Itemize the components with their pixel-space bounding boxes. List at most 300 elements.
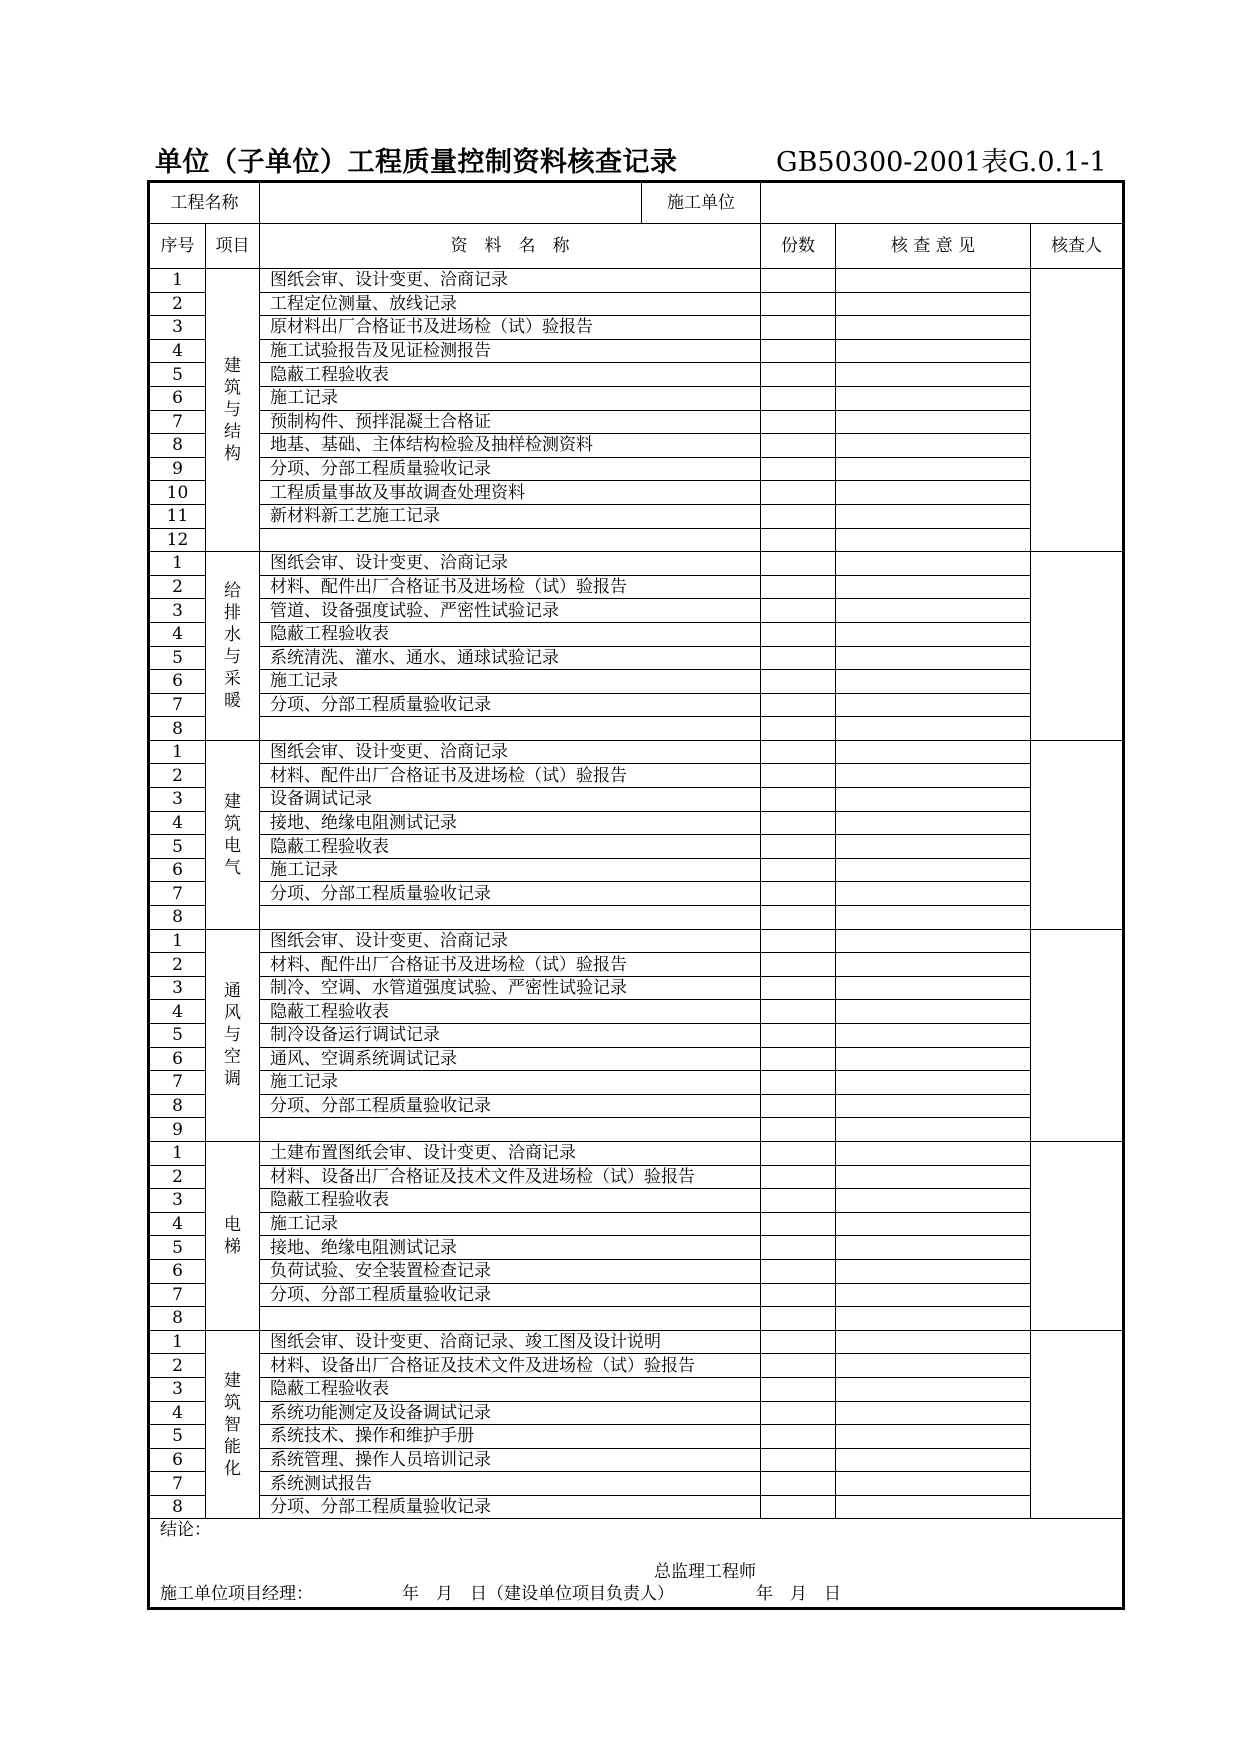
copies-field[interactable] (761, 882, 836, 906)
opinion-field[interactable] (836, 1212, 1031, 1236)
row-number: 12 (149, 528, 206, 552)
document-name: 接地、绝缘电阻测试记录 (260, 1236, 761, 1260)
document-name: 系统测试报告 (260, 1472, 761, 1496)
table-row (149, 575, 1124, 599)
copies-field[interactable] (761, 835, 836, 859)
row-number: 4 (149, 339, 206, 363)
row-number: 2 (149, 292, 206, 316)
document-name: 图纸会审、设计变更、洽商记录 (260, 740, 761, 764)
copies-field[interactable] (761, 906, 836, 930)
table-row (149, 1377, 1124, 1401)
table-row (149, 929, 1124, 953)
copies-field[interactable] (761, 1000, 836, 1024)
table-row (149, 457, 1124, 481)
row-number: 3 (149, 1377, 206, 1401)
document-name: 预制构件、预拌混凝土合格证 (260, 410, 761, 434)
row-number: 4 (149, 622, 206, 646)
copies-field[interactable] (761, 1094, 836, 1118)
contractor-label-text: 施工单位 (667, 193, 735, 213)
project-info-row (149, 182, 1124, 224)
row-number: 7 (149, 693, 206, 717)
opinion-field[interactable] (836, 1236, 1031, 1260)
table-row (149, 339, 1124, 363)
opinion-field[interactable] (836, 1354, 1031, 1378)
row-number: 9 (149, 457, 206, 481)
document-name: 材料、设备出厂合格证及技术文件及进场检（试）验报告 (260, 1165, 761, 1189)
table-row (149, 1448, 1124, 1472)
opinion-field[interactable] (836, 339, 1031, 363)
document-name: 隐蔽工程验收表 (260, 1377, 761, 1401)
opinion-field[interactable] (836, 504, 1031, 528)
category-label: 电梯 (206, 1141, 260, 1330)
row-number: 7 (149, 410, 206, 434)
inspection-table (147, 180, 1125, 1610)
copies-field[interactable] (761, 1330, 836, 1354)
copies-field[interactable] (761, 1307, 836, 1331)
opinion-field[interactable] (836, 882, 1031, 906)
opinion-field[interactable] (836, 1047, 1031, 1071)
row-number: 5 (149, 1425, 206, 1449)
opinion-field[interactable] (836, 1118, 1031, 1142)
document-name: 隐蔽工程验收表 (260, 1189, 761, 1213)
document-name (260, 528, 761, 552)
copies-field[interactable] (761, 316, 836, 340)
category-label: 通风与空调 (206, 929, 260, 1141)
table-row (149, 410, 1124, 434)
row-number: 3 (149, 1189, 206, 1213)
copies-field[interactable] (761, 1495, 836, 1519)
row-number: 4 (149, 1000, 206, 1024)
checker-field[interactable] (1031, 1330, 1124, 1519)
table-row (149, 1000, 1124, 1024)
document-name: 系统技术、操作和维护手册 (260, 1425, 761, 1449)
opinion-field[interactable] (836, 386, 1031, 410)
category-label: 给排水与采暖 (206, 552, 260, 741)
document-name: 分项、分部工程质量验收记录 (260, 882, 761, 906)
table-row (149, 434, 1124, 458)
conclusion-block[interactable] (149, 1519, 1124, 1609)
row-number: 8 (149, 906, 206, 930)
document-name: 材料、配件出厂合格证书及进场检（试）验报告 (260, 764, 761, 788)
pm-label: 施工单位项目经理： (160, 1584, 313, 1605)
copies-field[interactable] (761, 764, 836, 788)
copies-field[interactable] (761, 504, 836, 528)
opinion-field[interactable] (836, 1472, 1031, 1496)
opinion-field[interactable] (836, 1259, 1031, 1283)
row-number: 8 (149, 1094, 206, 1118)
document-name: 隐蔽工程验收表 (260, 622, 761, 646)
row-number: 3 (149, 788, 206, 812)
opinion-field[interactable] (836, 1165, 1031, 1189)
row-number: 6 (149, 386, 206, 410)
table-row (149, 1141, 1124, 1165)
opinion-field[interactable] (836, 740, 1031, 764)
copies-field[interactable] (761, 646, 836, 670)
table-row (149, 1425, 1124, 1449)
table-row (149, 1189, 1124, 1213)
copies-field[interactable] (761, 717, 836, 741)
table-row (149, 599, 1124, 623)
header-row (149, 224, 1124, 269)
table-row (149, 1047, 1124, 1071)
copies-field[interactable] (761, 953, 836, 977)
row-number: 1 (149, 1330, 206, 1354)
date-supervisor-label: 年 月 日 (756, 1584, 841, 1605)
copies-field[interactable] (761, 434, 836, 458)
opinion-field[interactable] (836, 1330, 1031, 1354)
row-number: 3 (149, 976, 206, 1000)
checker-field[interactable] (1031, 929, 1124, 1141)
table-row (149, 693, 1124, 717)
row-number: 8 (149, 1495, 206, 1519)
table-row (149, 1307, 1124, 1331)
opinion-field[interactable] (836, 670, 1031, 694)
opinion-field[interactable] (836, 363, 1031, 387)
document-name: 分项、分部工程质量验收记录 (260, 1495, 761, 1519)
copies-field[interactable] (761, 1354, 836, 1378)
table-row (149, 1118, 1124, 1142)
copies-field[interactable] (761, 1283, 836, 1307)
opinion-field[interactable] (836, 1401, 1031, 1425)
copies-field[interactable] (761, 1401, 836, 1425)
row-number: 4 (149, 1212, 206, 1236)
opinion-field[interactable] (836, 528, 1031, 552)
table-row (149, 953, 1124, 977)
table-row (149, 1212, 1124, 1236)
copies-field[interactable] (761, 457, 836, 481)
copies-field[interactable] (761, 1024, 836, 1048)
opinion-field[interactable] (836, 811, 1031, 835)
row-number: 5 (149, 646, 206, 670)
opinion-field[interactable] (836, 1000, 1031, 1024)
table-row (149, 363, 1124, 387)
table-row (149, 1259, 1124, 1283)
table-row (149, 1071, 1124, 1095)
opinion-field[interactable] (836, 1448, 1031, 1472)
checker-field[interactable] (1031, 552, 1124, 741)
row-number: 1 (149, 1141, 206, 1165)
copies-field[interactable] (761, 670, 836, 694)
row-number: 2 (149, 1354, 206, 1378)
opinion-field[interactable] (836, 552, 1031, 576)
table-row (149, 882, 1124, 906)
form-code: GB50300-2001表G.0.1-1 (776, 147, 1107, 178)
header-copies: 份数 (761, 224, 836, 269)
row-number: 7 (149, 1071, 206, 1095)
table-row (149, 811, 1124, 835)
opinion-field[interactable] (836, 316, 1031, 340)
table-row (149, 292, 1124, 316)
copies-field[interactable] (761, 1259, 836, 1283)
project-name-label: 工程名称 (149, 182, 260, 224)
row-number: 8 (149, 434, 206, 458)
document-name: 分项、分部工程质量验收记录 (260, 1094, 761, 1118)
copies-field[interactable] (761, 1047, 836, 1071)
table-row (149, 552, 1124, 576)
row-number: 1 (149, 740, 206, 764)
document-name: 接地、绝缘电阻测试记录 (260, 811, 761, 835)
row-number: 11 (149, 504, 206, 528)
copies-field[interactable] (761, 269, 836, 293)
copies-field[interactable] (761, 552, 836, 576)
copies-field[interactable] (761, 292, 836, 316)
row-number: 10 (149, 481, 206, 505)
opinion-field[interactable] (836, 1377, 1031, 1401)
opinion-field[interactable] (836, 693, 1031, 717)
row-number: 3 (149, 316, 206, 340)
copies-field[interactable] (761, 622, 836, 646)
copies-field[interactable] (761, 528, 836, 552)
row-number: 4 (149, 811, 206, 835)
row-number: 1 (149, 269, 206, 293)
table-row (149, 316, 1124, 340)
copies-field[interactable] (761, 740, 836, 764)
row-number: 5 (149, 835, 206, 859)
table-row (149, 386, 1124, 410)
opinion-field[interactable] (836, 575, 1031, 599)
table-row (149, 717, 1124, 741)
table-row (149, 976, 1124, 1000)
opinion-field[interactable] (836, 835, 1031, 859)
checker-field[interactable] (1031, 269, 1124, 552)
document-name (260, 1307, 761, 1331)
chief-supervisor-label: 总监理工程师 (654, 1562, 756, 1583)
document-name: 管道、设备强度试验、严密性试验记录 (260, 599, 761, 623)
opinion-field[interactable] (836, 788, 1031, 812)
document-name: 系统清洗、灌水、通水、通球试验记录 (260, 646, 761, 670)
contractor-label (642, 182, 761, 224)
opinion-field[interactable] (836, 1141, 1031, 1165)
opinion-field[interactable] (836, 1283, 1031, 1307)
document-name: 系统功能测定及设备调试记录 (260, 1401, 761, 1425)
table-row (149, 1354, 1124, 1378)
document-name: 隐蔽工程验收表 (260, 363, 761, 387)
table-row (149, 906, 1124, 930)
header-checker: 核查人 (1031, 224, 1124, 269)
table-row (149, 1330, 1124, 1354)
document-name (260, 717, 761, 741)
document-name: 隐蔽工程验收表 (260, 835, 761, 859)
table-row (149, 1094, 1124, 1118)
table-row (149, 1283, 1124, 1307)
row-number: 8 (149, 1307, 206, 1331)
table-row (149, 646, 1124, 670)
row-number: 5 (149, 1024, 206, 1048)
opinion-field[interactable] (836, 717, 1031, 741)
copies-field[interactable] (761, 1118, 836, 1142)
checker-field[interactable] (1031, 1141, 1124, 1330)
table-row (149, 835, 1124, 859)
opinion-field[interactable] (836, 646, 1031, 670)
table-row (149, 622, 1124, 646)
checker-field[interactable] (1031, 740, 1124, 929)
copies-field[interactable] (761, 811, 836, 835)
document-name: 分项、分部工程质量验收记录 (260, 457, 761, 481)
opinion-field[interactable] (836, 858, 1031, 882)
document-name: 材料、设备出厂合格证及技术文件及进场检（试）验报告 (260, 1354, 761, 1378)
opinion-field[interactable] (836, 929, 1031, 953)
row-number: 5 (149, 363, 206, 387)
row-number: 3 (149, 599, 206, 623)
table-row (149, 858, 1124, 882)
document-name: 地基、基础、主体结构检验及抽样检测资料 (260, 434, 761, 458)
document-name: 负荷试验、安全装置检查记录 (260, 1259, 761, 1283)
document-name: 通风、空调系统调试记录 (260, 1047, 761, 1071)
project-name-field[interactable] (260, 182, 642, 224)
document-name: 分项、分部工程质量验收记录 (260, 1283, 761, 1307)
opinion-field[interactable] (836, 976, 1031, 1000)
table-row (149, 1495, 1124, 1519)
document-name (260, 1118, 761, 1142)
document-name: 施工记录 (260, 1212, 761, 1236)
row-number: 9 (149, 1118, 206, 1142)
document-name: 系统管理、操作人员培训记录 (260, 1448, 761, 1472)
document-name: 图纸会审、设计变更、洽商记录 (260, 269, 761, 293)
opinion-field[interactable] (836, 1094, 1031, 1118)
copies-field[interactable] (761, 481, 836, 505)
row-number: 2 (149, 953, 206, 977)
document-name: 材料、配件出厂合格证书及进场检（试）验报告 (260, 953, 761, 977)
copies-field[interactable] (761, 693, 836, 717)
document-name: 施工记录 (260, 670, 761, 694)
table-row (149, 740, 1124, 764)
row-number: 2 (149, 1165, 206, 1189)
opinion-field[interactable] (836, 292, 1031, 316)
category-label: 建筑与结构 (206, 269, 260, 552)
copies-field[interactable] (761, 1425, 836, 1449)
opinion-field[interactable] (836, 1071, 1031, 1095)
copies-field[interactable] (761, 1141, 836, 1165)
document-name: 土建布置图纸会审、设计变更、洽商记录 (260, 1141, 761, 1165)
table-row (149, 1472, 1124, 1496)
row-number: 1 (149, 929, 206, 953)
copies-field[interactable] (761, 1472, 836, 1496)
copies-field[interactable] (761, 339, 836, 363)
document-name (260, 906, 761, 930)
document-name: 施工记录 (260, 386, 761, 410)
date-owner-label: 年 月 日（建设单位项目负责人） (402, 1584, 674, 1605)
row-number: 4 (149, 1401, 206, 1425)
copies-field[interactable] (761, 858, 836, 882)
opinion-field[interactable] (836, 434, 1031, 458)
table-row (149, 481, 1124, 505)
row-number: 6 (149, 858, 206, 882)
row-number: 6 (149, 1047, 206, 1071)
opinion-field[interactable] (836, 1024, 1031, 1048)
opinion-field[interactable] (836, 953, 1031, 977)
header-opinion: 核 查 意 见 (836, 224, 1031, 269)
category-label: 建筑电气 (206, 740, 260, 929)
copies-field[interactable] (761, 1212, 836, 1236)
opinion-field[interactable] (836, 622, 1031, 646)
document-name: 隐蔽工程验收表 (260, 1000, 761, 1024)
page-title: 单位（子单位）工程质量控制资料核查记录 (155, 147, 678, 178)
conclusion-label: 结论： (160, 1520, 211, 1541)
category-label: 建筑智能化 (206, 1330, 260, 1519)
copies-field[interactable] (761, 363, 836, 387)
table-row (149, 788, 1124, 812)
opinion-field[interactable] (836, 1425, 1031, 1449)
table-row (149, 528, 1124, 552)
document-name: 施工试验报告及见证检测报告 (260, 339, 761, 363)
row-number: 7 (149, 882, 206, 906)
opinion-field[interactable] (836, 764, 1031, 788)
table-row (149, 1236, 1124, 1260)
copies-field[interactable] (761, 386, 836, 410)
row-number: 8 (149, 717, 206, 741)
row-number: 7 (149, 1472, 206, 1496)
copies-field[interactable] (761, 575, 836, 599)
opinion-field[interactable] (836, 481, 1031, 505)
row-number: 6 (149, 670, 206, 694)
copies-field[interactable] (761, 1377, 836, 1401)
opinion-field[interactable] (836, 1495, 1031, 1519)
table-row (149, 504, 1124, 528)
table-row (149, 1024, 1124, 1048)
document-name: 施工记录 (260, 1071, 761, 1095)
document-name: 原材料出厂合格证书及进场检（试）验报告 (260, 316, 761, 340)
row-number: 2 (149, 575, 206, 599)
copies-field[interactable] (761, 1071, 836, 1095)
document-name: 图纸会审、设计变更、洽商记录 (260, 929, 761, 953)
copies-field[interactable] (761, 1236, 836, 1260)
row-number: 7 (149, 1283, 206, 1307)
copies-field[interactable] (761, 976, 836, 1000)
table-row (149, 764, 1124, 788)
copies-field[interactable] (761, 788, 836, 812)
document-name: 设备调试记录 (260, 788, 761, 812)
copies-field[interactable] (761, 1189, 836, 1213)
document-name: 材料、配件出厂合格证书及进场检（试）验报告 (260, 575, 761, 599)
document-name: 新材料新工艺施工记录 (260, 504, 761, 528)
document-name: 工程质量事故及事故调查处理资料 (260, 481, 761, 505)
copies-field[interactable] (761, 410, 836, 434)
opinion-field[interactable] (836, 599, 1031, 623)
document-name: 制冷、空调、水管道强度试验、严密性试验记录 (260, 976, 761, 1000)
row-number: 1 (149, 552, 206, 576)
opinion-field[interactable] (836, 1307, 1031, 1331)
table-row (149, 1165, 1124, 1189)
row-number: 6 (149, 1259, 206, 1283)
copies-field[interactable] (761, 929, 836, 953)
copies-field[interactable] (761, 1448, 836, 1472)
document-name: 分项、分部工程质量验收记录 (260, 693, 761, 717)
opinion-field[interactable] (836, 906, 1031, 930)
copies-field[interactable] (761, 599, 836, 623)
document-name: 图纸会审、设计变更、洽商记录、竣工图及设计说明 (260, 1330, 761, 1354)
document-name: 施工记录 (260, 858, 761, 882)
table-row (149, 269, 1124, 293)
header-seq: 序号 (149, 224, 206, 269)
opinion-field[interactable] (836, 1189, 1031, 1213)
header-doc-name: 资 料 名 称 (260, 224, 761, 269)
opinion-field[interactable] (836, 457, 1031, 481)
contractor-field[interactable] (761, 182, 1124, 224)
table-row (149, 670, 1124, 694)
row-number: 2 (149, 764, 206, 788)
footer-row (149, 1519, 1124, 1609)
row-number: 5 (149, 1236, 206, 1260)
header-item: 项目 (206, 224, 260, 269)
row-number: 6 (149, 1448, 206, 1472)
opinion-field[interactable] (836, 410, 1031, 434)
document-name: 图纸会审、设计变更、洽商记录 (260, 552, 761, 576)
document-name: 制冷设备运行调试记录 (260, 1024, 761, 1048)
document-name: 工程定位测量、放线记录 (260, 292, 761, 316)
copies-field[interactable] (761, 1165, 836, 1189)
opinion-field[interactable] (836, 269, 1031, 293)
table-row (149, 1401, 1124, 1425)
